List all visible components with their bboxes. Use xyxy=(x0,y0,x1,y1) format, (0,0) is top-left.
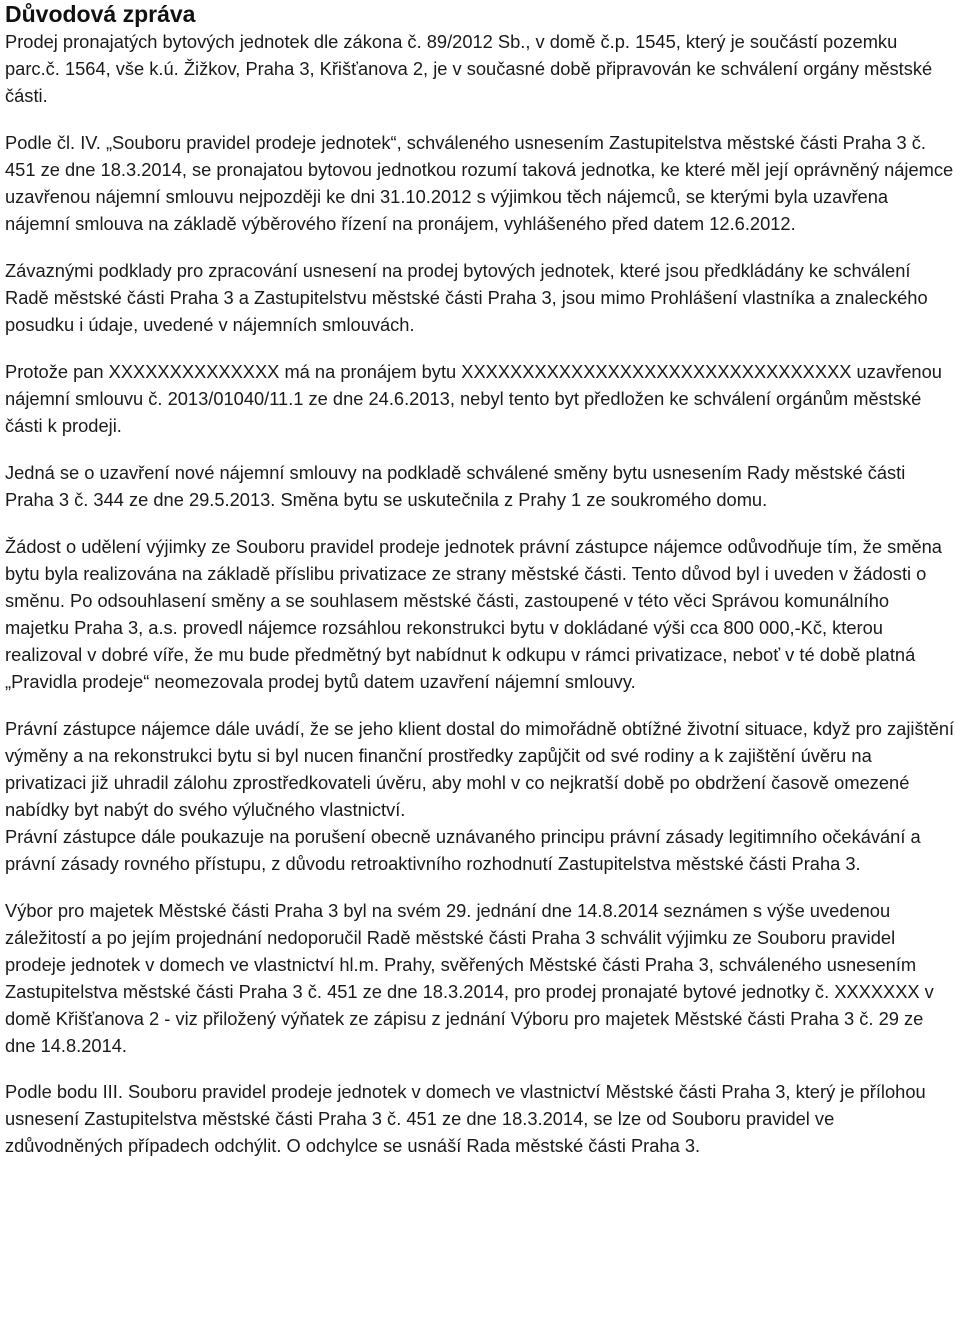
paragraph-tenant-lease: Protože pan XXXXXXXXXXXXXX má na pronájem bytu XXXXXXXXXXXXXXXXXXXXXXXXXXXXXXXX uzavřenou nájemní smlouvu č. 2013/01040/11.1 ze dne 24.6.2013, nebyl tento byt předložen ke schválení orgánům městské části k prodeji. xyxy=(5,361,942,436)
paragraph-gap xyxy=(5,695,957,715)
paragraph-gap xyxy=(5,109,957,129)
paragraph-legal-rep-situation: Právní zástupce nájemce dále uvádí, že se jeho klient dostal do mimořádně obtížné životní situace, když pro zajištění výměny a na rekonstrukci bytu si byl nucen finanční prostředky zapůjčit od své rodiny a k zajištění úvěru na privatizaci již uhradil zálohu zprostředkovateli úvěru, aby mohl v co nejkratší době po obdržení časově omezené nabídky byt nabýt do svého výlučného vlastnictví. xyxy=(5,718,955,820)
paragraph-rules-article-iv: Podle čl. IV. „Souboru pravidel prodeje jednotek“, schváleného usnesením Zastupitelstva městské části Praha 3 č. 451 ze dne 18.3.2014, se pronajatou bytovou jednotkou rozumí taková jednotka, ke které měl její oprávněný nájemce uzavřenou nájemní smlouvu nejpozději ke dni 31.10.2012 s výjimkou těch nájemců, se kterými byla uzavřena nájemní smlouva na základě výběrového řízení na pronájem, vyhlášeného před datem 12.6.2012. xyxy=(5,132,954,234)
paragraph-new-lease: Jedná se o uzavření nové nájemní smlouvy na podkladě schválené směny bytu usnesením Rady městské části Praha 3 č. 344 ze dne 29.5.2013. Směna bytu se uskutečnila z Prahy 1 ze soukromého domu. xyxy=(5,462,906,510)
paragraph-committee-decision: Výbor pro majetek Městské části Praha 3 byl na svém 29. jednání dne 14.8.2014 seznámen s výše uvedenou záležitostí a po jejím projednání nedoporučil Radě městské části Praha 3 schválit výjimku ze Souboru pravidel prodeje jednotek v domech ve vlastnictví hl.m. Prahy, svěřených Městské části Praha 3, schváleného usnesením Zastupitelstva městské části Praha 3 č. 451 ze dne 18.3.2014, pro prodej pronajaté bytové jednotky č. XXXXXXX v domě Křišťanova 2 - viz přiložený výňatek ze zápisu z jednání Výboru pro majetek Městské části Praha 3 č. 29 ze dne 14.8.2014. xyxy=(5,900,934,1056)
document-title: Důvodová zpráva xyxy=(5,1,196,27)
paragraph-rules-point-iii: Podle bodu III. Souboru pravidel prodeje jednotek v domech ve vlastnictví Městské části Praha 3, který je přílohou usnesení Zastupitelstva městské části Praha 3 č. 451 ze dne 18.3.2014, se lze od Souboru pravidel ve zdůvodněných případech odchýlit. O odchylce se usnáší Rada městské části Praha 3. xyxy=(5,1081,926,1156)
paragraph-legal-rep-principles: Právní zástupce dále poukazuje na porušení obecně uznávaného principu právní zásady legitimního očekávání a právní zásady rovného přístupu, z důvodu retroaktivního rozhodnutí Zastupitelstva městské části Praha 3. xyxy=(5,826,921,874)
paragraph-gap xyxy=(5,513,957,533)
paragraph-gap xyxy=(5,439,957,459)
paragraph-gap xyxy=(5,1059,957,1078)
paragraph-sale-intro: Prodej pronajatých bytových jednotek dle zákona č. 89/2012 Sb., v domě č.p. 1545, který je součástí pozemku parc.č. 1564, vše k.ú. Žižkov, Praha 3, Křišťanova 2, je v současné době připravován ke schválení orgány městské části. xyxy=(5,31,933,106)
paragraph-gap xyxy=(5,338,957,358)
paragraph-gap xyxy=(5,877,957,897)
paragraph-binding-documents: Závaznými podklady pro zpracování usnesení na prodej bytových jednotek, které jsou předkládány ke schválení Radě městské části Praha 3 a Zastupitelstvu městské části Praha 3, jsou mimo Prohlášení vlastníka a znaleckého posudku i údaje, uvedené v nájemních smlouvách. xyxy=(5,260,928,335)
paragraph-exemption-request: Žádost o udělení výjimky ze Souboru pravidel prodeje jednotek právní zástupce nájemce odůvodňuje tím, že směna bytu byla realizována na základě příslibu privatizace ze strany městské části. Tento důvod byl i uveden v žádosti o směnu. Po odsouhlasení směny a se souhlasem městské části, zastoupené v této věci Správou komunálního majetku Praha 3, a.s. provedl nájemce rozsáhlou rekonstrukci bytu v dokládané výši cca 800 000,-Kč, kterou realizoval v dobré víře, že mu bude předmětný byt nabídnut k odkupu v rámci privatizace, neboť v té době platná „Pravidla prodeje“ neomezovala prodej bytů datem uzavření nájemní smlouvy. xyxy=(5,536,942,692)
document-page xyxy=(5,0,957,1159)
paragraph-gap xyxy=(5,237,957,257)
